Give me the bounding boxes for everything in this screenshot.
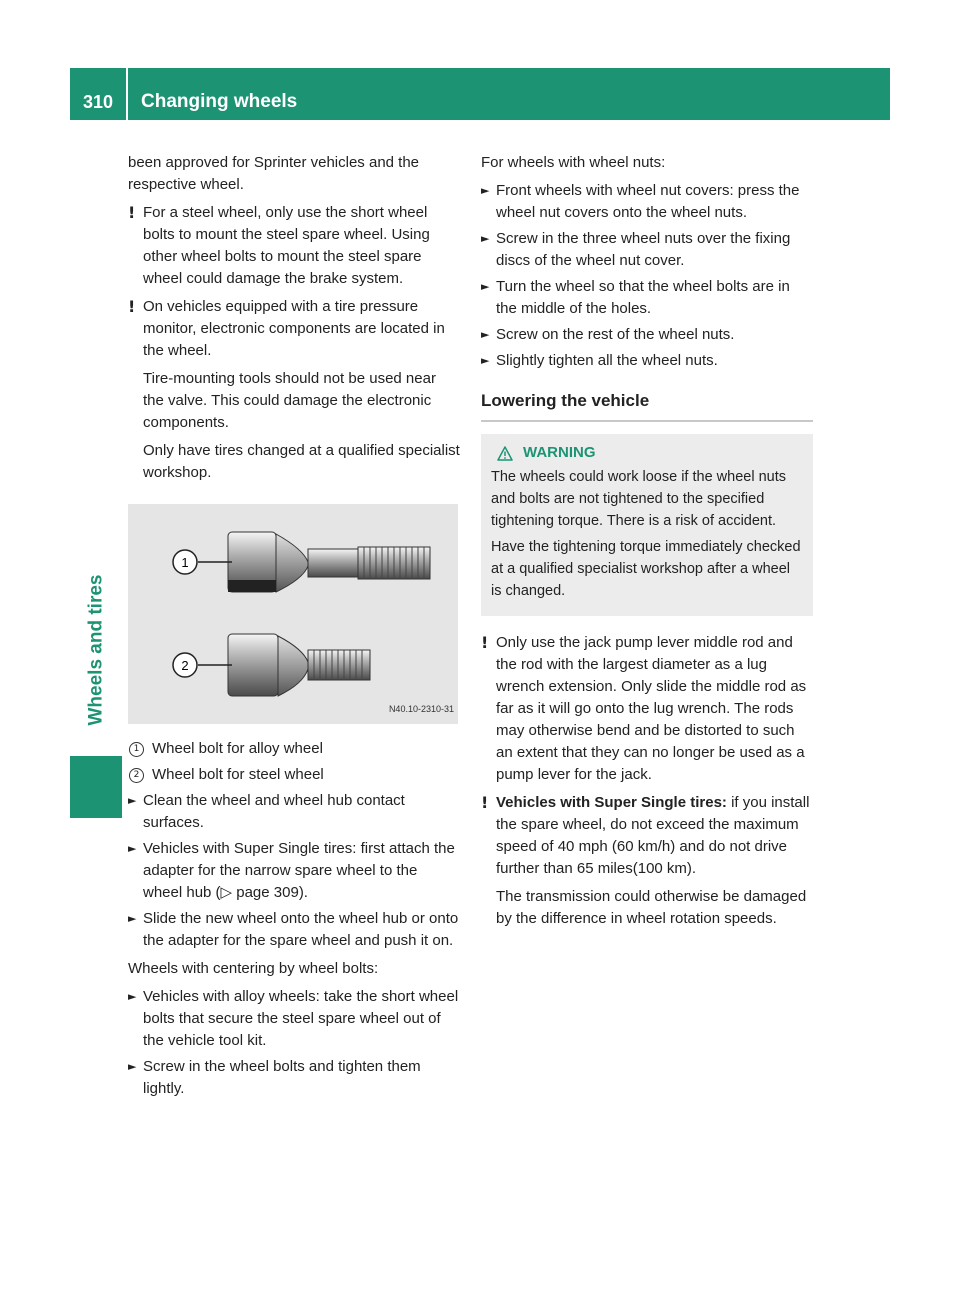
step-item <box>128 986 460 1052</box>
step-text: Slide the new wheel onto the wheel hub or onto the adapter for the spare wheel and push it on. <box>143 910 459 949</box>
arrow-right-icon: ► <box>481 280 490 293</box>
step-text: Clean the wheel and wheel hub contact surfaces. <box>143 792 405 831</box>
note-text <box>496 792 813 880</box>
legend-item <box>128 738 460 760</box>
nuts-intro: For wheels with wheel nuts: <box>481 154 666 171</box>
note-text-body: if you install the spare wheel, do not exceed the maximum speed of 40 mph (60 km/h) and do not drive further than 65 miles(100 km). <box>496 794 810 877</box>
step-item <box>128 1056 460 1100</box>
note-steel-wheel <box>128 202 460 290</box>
exclamation-icon: ! <box>128 297 136 316</box>
note-bold-lead: Vehicles with Super Single tires: <box>496 794 727 811</box>
arrow-right-icon: ► <box>128 794 137 807</box>
legend-number: 2 <box>129 768 144 783</box>
note-jack-lever <box>481 632 813 786</box>
step-item <box>481 180 813 224</box>
arrow-right-icon: ► <box>481 354 490 367</box>
step-item <box>481 228 813 272</box>
steel-wheel-bolt <box>228 634 370 696</box>
step-text: Screw on the rest of the wheel nuts. <box>496 326 735 343</box>
left-column <box>128 152 460 1104</box>
lowering-heading: Lowering the vehicle <box>481 390 813 422</box>
exclamation-icon: ! <box>481 793 489 812</box>
exclamation-icon: ! <box>128 203 136 222</box>
step-item <box>128 838 460 904</box>
warning-label: WARNING <box>523 444 596 461</box>
step-text: Vehicles with Super Single tires: first attach the adapter for the narrow spare wheel to the wheel hub (▷ page 309). <box>143 840 455 901</box>
side-tab <box>70 558 122 742</box>
arrow-right-icon: ► <box>481 328 490 341</box>
step-text: Vehicles with alloy wheels: take the short wheel bolts that secure the steel spare wheel out of the vehicle tool kit. <box>143 988 459 1049</box>
legend-item <box>128 764 460 786</box>
callout-2: 2 <box>181 658 189 673</box>
note-tire-pressure <box>128 296 460 484</box>
step-item <box>128 790 460 834</box>
step-text: Slightly tighten all the wheel nuts. <box>496 352 718 369</box>
warning-title <box>491 442 803 464</box>
header-divider <box>126 68 128 120</box>
arrow-right-icon: ► <box>128 912 137 925</box>
arrow-right-icon: ► <box>128 842 137 855</box>
step-item <box>481 324 813 346</box>
exclamation-icon: ! <box>481 633 489 652</box>
warning-text: The wheels could work loose if the wheel nuts and bolts are not tightened to the specified tightening torque. There is a risk of accident. <box>491 469 786 529</box>
wheel-bolt-figure <box>128 504 458 724</box>
step-text: Screw in the three wheel nuts over the fixing discs of the wheel nut cover. <box>496 230 791 269</box>
note-text: On vehicles equipped with a tire pressure monitor, electronic components are located in the wheel. <box>143 298 445 359</box>
legend-text: Wheel bolt for alloy wheel <box>152 740 323 757</box>
side-tab-label: Wheels and tires <box>85 574 106 726</box>
warning-box <box>481 434 813 616</box>
warning-text: Have the tightening torque immediately checked at a qualified specialist workshop after a wheel is changed. <box>491 539 801 599</box>
note-text: Only have tires changed at a qualified specialist workshop. <box>143 442 460 481</box>
arrow-right-icon: ► <box>481 232 490 245</box>
wheel-bolts-illustration <box>128 504 458 724</box>
note-text: Tire-mounting tools should not be used near the valve. This could damage the electronic components. <box>143 370 436 431</box>
alloy-wheel-bolt <box>228 532 430 592</box>
step-item <box>128 908 460 952</box>
callout-1: 1 <box>181 555 189 570</box>
warning-triangle-icon <box>497 446 513 461</box>
legend-number: 1 <box>129 742 144 757</box>
legend-text: Wheel bolt for steel wheel <box>152 766 324 783</box>
figure-code: N40.10-2310-31 <box>388 704 454 714</box>
note-text: Only use the jack pump lever middle rod and the rod with the largest diameter as a lug wrench extension. Only slide the middle rod as far as it will go onto the lug wrench. The rods may otherwise bend and be distorted to such an extent that they can no longer be used as a pump lever for the jack. <box>496 634 807 783</box>
arrow-right-icon: ► <box>128 1060 137 1073</box>
centering-intro: Wheels with centering by wheel bolts: <box>128 960 379 977</box>
page-number: 310 <box>82 92 114 112</box>
right-column <box>481 152 813 936</box>
step-text: Turn the wheel so that the wheel bolts are in the middle of the holes. <box>496 278 790 317</box>
note-text: For a steel wheel, only use the short wheel bolts to mount the steel spare wheel. Using other wheel bolts to mount the steel spare wheel could damage the brake system. <box>143 204 430 287</box>
step-text: Front wheels with wheel nut covers: press the wheel nut covers onto the wheel nuts. <box>496 182 800 221</box>
note-text: The transmission could otherwise be damaged by the difference in wheel rotation speeds. <box>496 888 807 927</box>
note-super-single <box>481 792 813 930</box>
step-item <box>481 350 813 372</box>
step-item <box>481 276 813 320</box>
intro-text: been approved for Sprinter vehicles and the respective wheel. <box>128 154 420 193</box>
section-title: Changing wheels <box>141 91 298 112</box>
side-tab-marker <box>70 756 122 818</box>
step-text: Screw in the wheel bolts and tighten them lightly. <box>143 1058 421 1097</box>
arrow-right-icon: ► <box>481 184 490 197</box>
arrow-right-icon: ► <box>128 990 137 1003</box>
